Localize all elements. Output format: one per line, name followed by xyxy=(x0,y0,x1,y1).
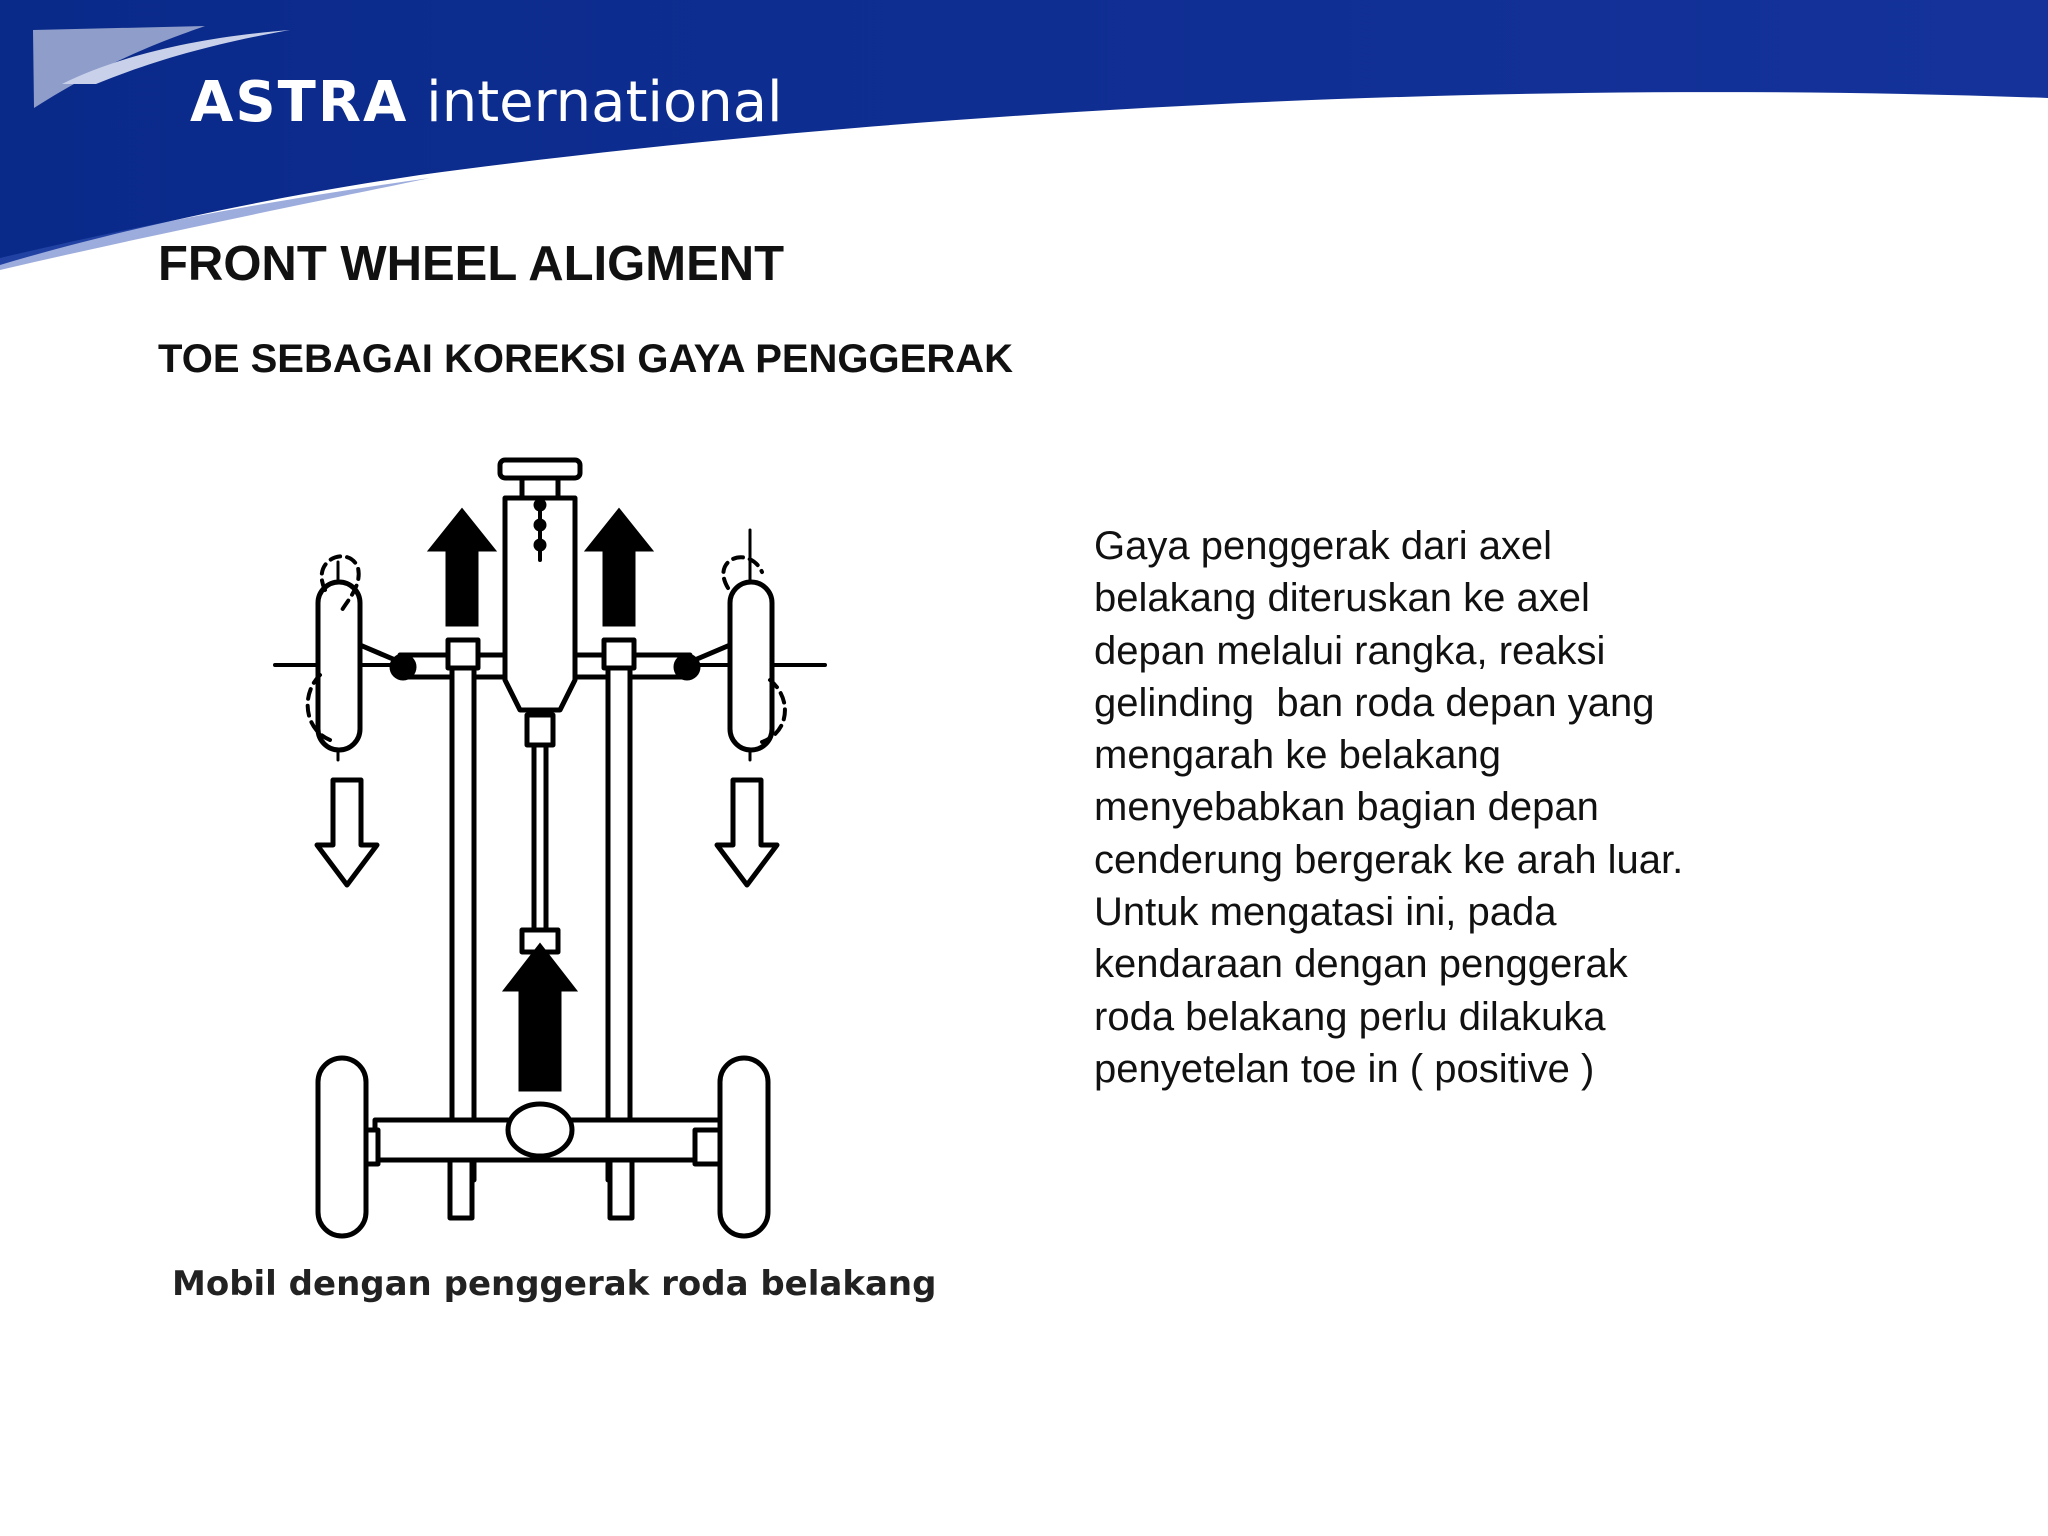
body-line: menyebabkan bagian depan xyxy=(1094,785,1599,830)
body-line: cenderung bergerak ke arah luar. xyxy=(1094,837,1684,882)
body-line: Gaya penggerak dari axel xyxy=(1094,524,1553,568)
logo-brand: ASTRA xyxy=(190,70,409,135)
body-line: penyetelan toe in ( positive ) xyxy=(1094,1046,1595,1091)
body-line: gelinding ban roda depan yang xyxy=(1094,680,1655,725)
arrow-drive-force-icon xyxy=(505,945,575,1090)
rear-right-tire xyxy=(720,1058,768,1236)
body-line: mengarah ke belakang xyxy=(1094,733,1501,778)
body-line: belakang diteruskan ke axel xyxy=(1094,576,1590,621)
rear-left-tire xyxy=(318,1058,366,1236)
logo-suffix: international xyxy=(408,70,783,135)
slide-subtitle: TOE SEBAGAI KOREKSI GAYA PENGGERAK xyxy=(158,337,1013,381)
arrow-down-left-icon xyxy=(317,780,377,885)
arrow-down-right-icon xyxy=(717,780,777,885)
rear-wheel-drive-chassis-diagram xyxy=(250,440,850,1260)
body-line: depan melalui rangka, reaksi xyxy=(1094,628,1606,673)
slide-title: FRONT WHEEL ALIGMENT xyxy=(158,237,785,291)
body-line: kendaraan dengan penggerak xyxy=(1094,942,1628,987)
body-paragraph xyxy=(1094,520,1994,1095)
front-left-tire xyxy=(308,556,360,750)
front-right-tire xyxy=(723,557,785,750)
arrow-up-left-icon xyxy=(430,510,494,625)
diagram-caption: Mobil dengan penggerak roda belakang xyxy=(172,1264,937,1304)
body-line: Untuk mengatasi ini, pada xyxy=(1094,890,1557,935)
arrow-up-right-icon xyxy=(587,510,651,625)
body-line: roda belakang perlu dilakuka xyxy=(1094,994,1606,1039)
company-logo xyxy=(190,68,783,138)
